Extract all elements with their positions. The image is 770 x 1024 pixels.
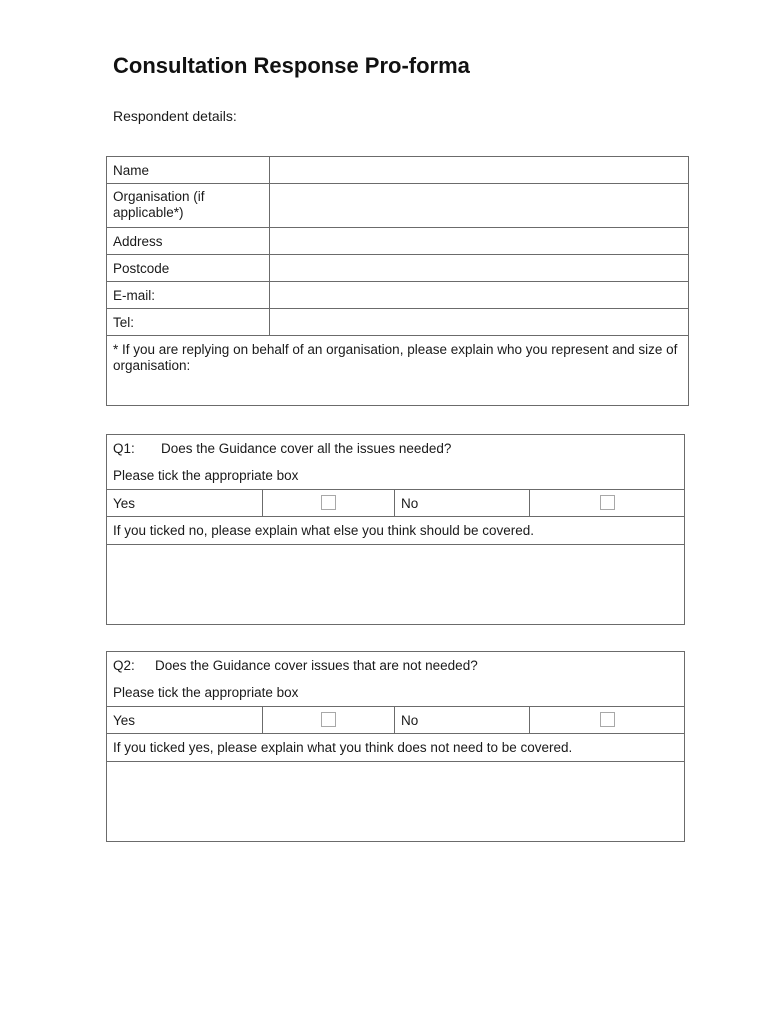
question-1-yes-label: Yes [107, 490, 263, 517]
table-row [107, 490, 685, 517]
table-row [107, 184, 689, 228]
table-row [107, 255, 689, 282]
question-2-instruction: Please tick the appropriate box [113, 685, 299, 700]
tel-field[interactable] [270, 309, 689, 336]
question-2-answer-field[interactable] [107, 762, 685, 842]
question-2-no-checkbox[interactable] [600, 712, 615, 727]
table-row [107, 228, 689, 255]
table-row [107, 309, 689, 336]
question-2-text: Does the Guidance cover issues that are not needed? [155, 658, 478, 673]
name-label: Name [107, 157, 270, 184]
respondent-details-heading: Respondent details: [113, 108, 237, 124]
respondent-details-table [106, 156, 689, 406]
question-1-text: Does the Guidance cover all the issues needed? [161, 441, 452, 456]
question-1-yes-checkbox[interactable] [321, 495, 336, 510]
question-2-number: Q2: [113, 658, 135, 673]
address-label: Address [107, 228, 270, 255]
table-row [107, 435, 685, 490]
question-2-header [107, 652, 685, 707]
question-1-table [106, 434, 685, 625]
table-row [107, 545, 685, 625]
table-row [107, 157, 689, 184]
organisation-label: Organisation (if applicable*) [107, 184, 270, 228]
question-2-no-cell [530, 707, 685, 734]
email-field[interactable] [270, 282, 689, 309]
question-2-no-label: No [395, 707, 530, 734]
postcode-field[interactable] [270, 255, 689, 282]
table-row [107, 734, 685, 762]
question-2-yes-label: Yes [107, 707, 263, 734]
question-1-no-checkbox[interactable] [600, 495, 615, 510]
table-row [107, 652, 685, 707]
table-row [107, 762, 685, 842]
address-field[interactable] [270, 228, 689, 255]
table-row [107, 707, 685, 734]
name-field[interactable] [270, 157, 689, 184]
question-1-yes-cell [263, 490, 395, 517]
question-1-instruction: Please tick the appropriate box [113, 468, 299, 483]
question-1-number: Q1: [113, 441, 135, 456]
table-row [107, 336, 689, 406]
tel-label: Tel: [107, 309, 270, 336]
question-2-yes-checkbox[interactable] [321, 712, 336, 727]
organisation-field[interactable] [270, 184, 689, 228]
question-1-no-cell [530, 490, 685, 517]
question-1-no-label: No [395, 490, 530, 517]
organisation-note-field[interactable] [107, 336, 689, 406]
question-1-follow-up: If you ticked no, please explain what else you think should be covered. [107, 517, 685, 545]
form-title: Consultation Response Pro-forma [113, 53, 470, 78]
question-1-answer-field[interactable] [107, 545, 685, 625]
email-label: E-mail: [107, 282, 270, 309]
table-row [107, 517, 685, 545]
postcode-label: Postcode [107, 255, 270, 282]
question-2-follow-up: If you ticked yes, please explain what you think does not need to be covered. [107, 734, 685, 762]
table-row [107, 282, 689, 309]
question-2-table [106, 651, 685, 842]
organisation-note-text: * If you are replying on behalf of an organisation, please explain who you represent and size of organisation: [113, 342, 678, 373]
question-2-yes-cell [263, 707, 395, 734]
question-1-header [107, 435, 685, 490]
